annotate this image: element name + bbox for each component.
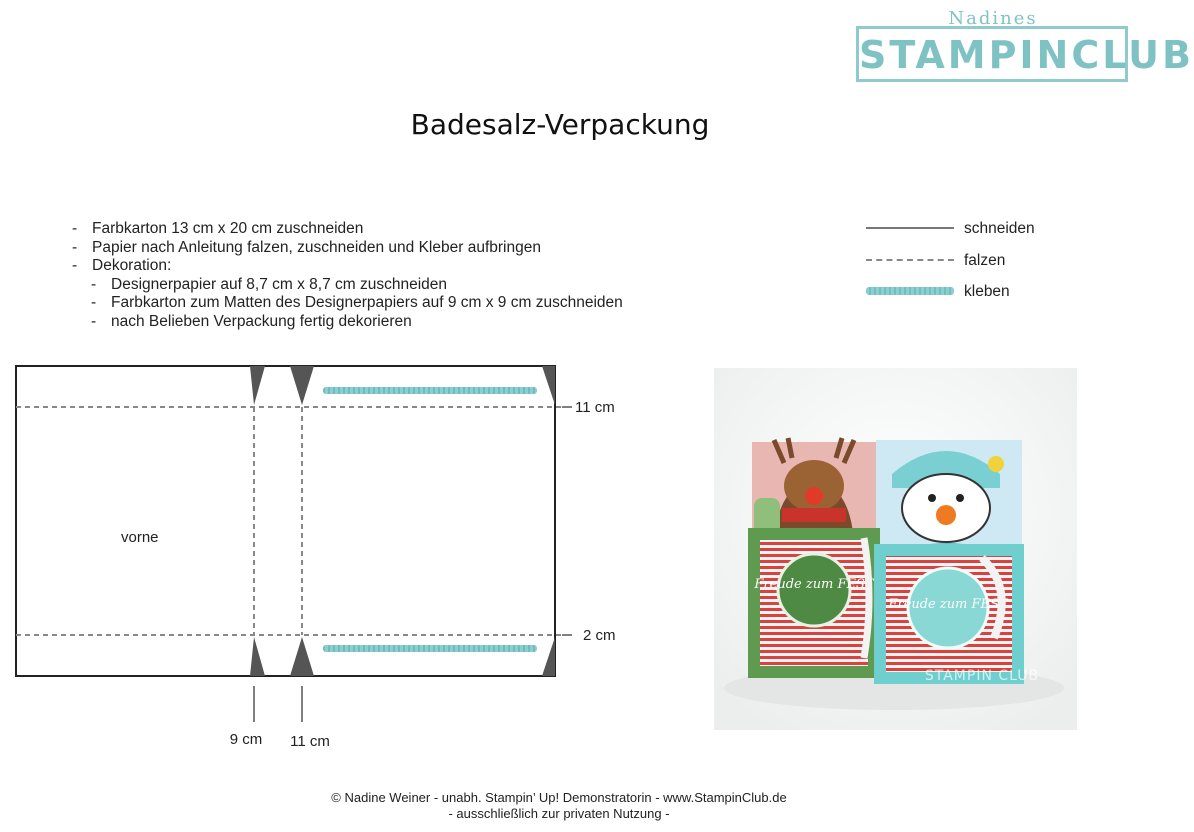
legend-glue-label: kleben: [964, 283, 1010, 300]
notch-top-right: [542, 366, 555, 405]
penguin-card: [876, 440, 1022, 558]
footer-line-2: - ausschließlich zur privaten Nutzung -: [448, 806, 670, 821]
tag-left-text: Freude zum FEST: [754, 577, 874, 592]
copyright-footer: [0, 790, 1118, 822]
teal-box: [864, 538, 1024, 684]
front-label: vorne: [121, 529, 159, 546]
logo-main-text: STAMPINCLUB: [859, 33, 1194, 77]
photo-watermark: STAMPIN CLUB: [924, 668, 1040, 684]
glue-strip-top: [323, 387, 537, 394]
instruction-subitem: - nach Belieben Verpackung fertig dekorieren: [91, 312, 412, 330]
logo-top-text: Nadines: [948, 8, 1038, 29]
glue-line-sample: [866, 287, 954, 295]
cut-outline: [16, 366, 555, 676]
fold-bottom-label: 2 cm: [583, 627, 616, 644]
cut-line-sample: [866, 227, 954, 229]
notch-top-left: [250, 366, 265, 405]
instruction-item: - Papier nach Anleitung falzen, zuschneiden und Kleber aufbringen: [72, 238, 541, 256]
instruction-item: - Dekoration:: [72, 257, 172, 274]
notch-top-middle: [290, 366, 314, 405]
line-legend: [858, 218, 1078, 318]
folding-template-diagram: [0, 355, 640, 755]
legend-glue: [858, 281, 1078, 303]
legend-fold-label: falzen: [964, 252, 1006, 269]
footer-line-1: © Nadine Weiner - unabh. Stampin’ Up! Demonstratorin - www.StampinClub.de: [331, 790, 787, 805]
fold-top-label: 11 cm: [575, 399, 615, 416]
notch-bottom-right: [542, 637, 555, 676]
logo-box: [856, 26, 1194, 82]
legend-fold: [858, 250, 1078, 272]
glue-strip-bottom: [323, 645, 537, 652]
instruction-item: - Farbkarton 13 cm x 20 cm zuschneiden: [72, 220, 364, 237]
page-title: Badesalz-Verpackung: [410, 108, 710, 141]
fold-right-label: 11 cm: [290, 733, 330, 750]
legend-cut: [858, 218, 1078, 240]
instruction-list: [72, 220, 623, 331]
product-photo: [714, 368, 1077, 730]
notch-bottom-left: [250, 637, 265, 676]
fold-line-sample: [866, 259, 954, 261]
instruction-subitem: - Farbkarton zum Matten des Designerpapiers auf 9 cm x 9 cm zuschneiden: [91, 294, 623, 311]
stampinclub-logo: [852, 8, 1194, 86]
legend-cut-label: schneiden: [964, 220, 1035, 237]
tag-right-text: Freude zum FEST: [888, 597, 1008, 612]
notch-bottom-middle: [290, 637, 314, 676]
green-box: [748, 528, 880, 678]
fold-left-label: 9 cm: [229, 731, 263, 748]
instruction-subitem: - Designerpapier auf 8,7 cm x 8,7 cm zuschneiden: [91, 275, 448, 293]
product-photo-illustration: [714, 368, 1077, 730]
